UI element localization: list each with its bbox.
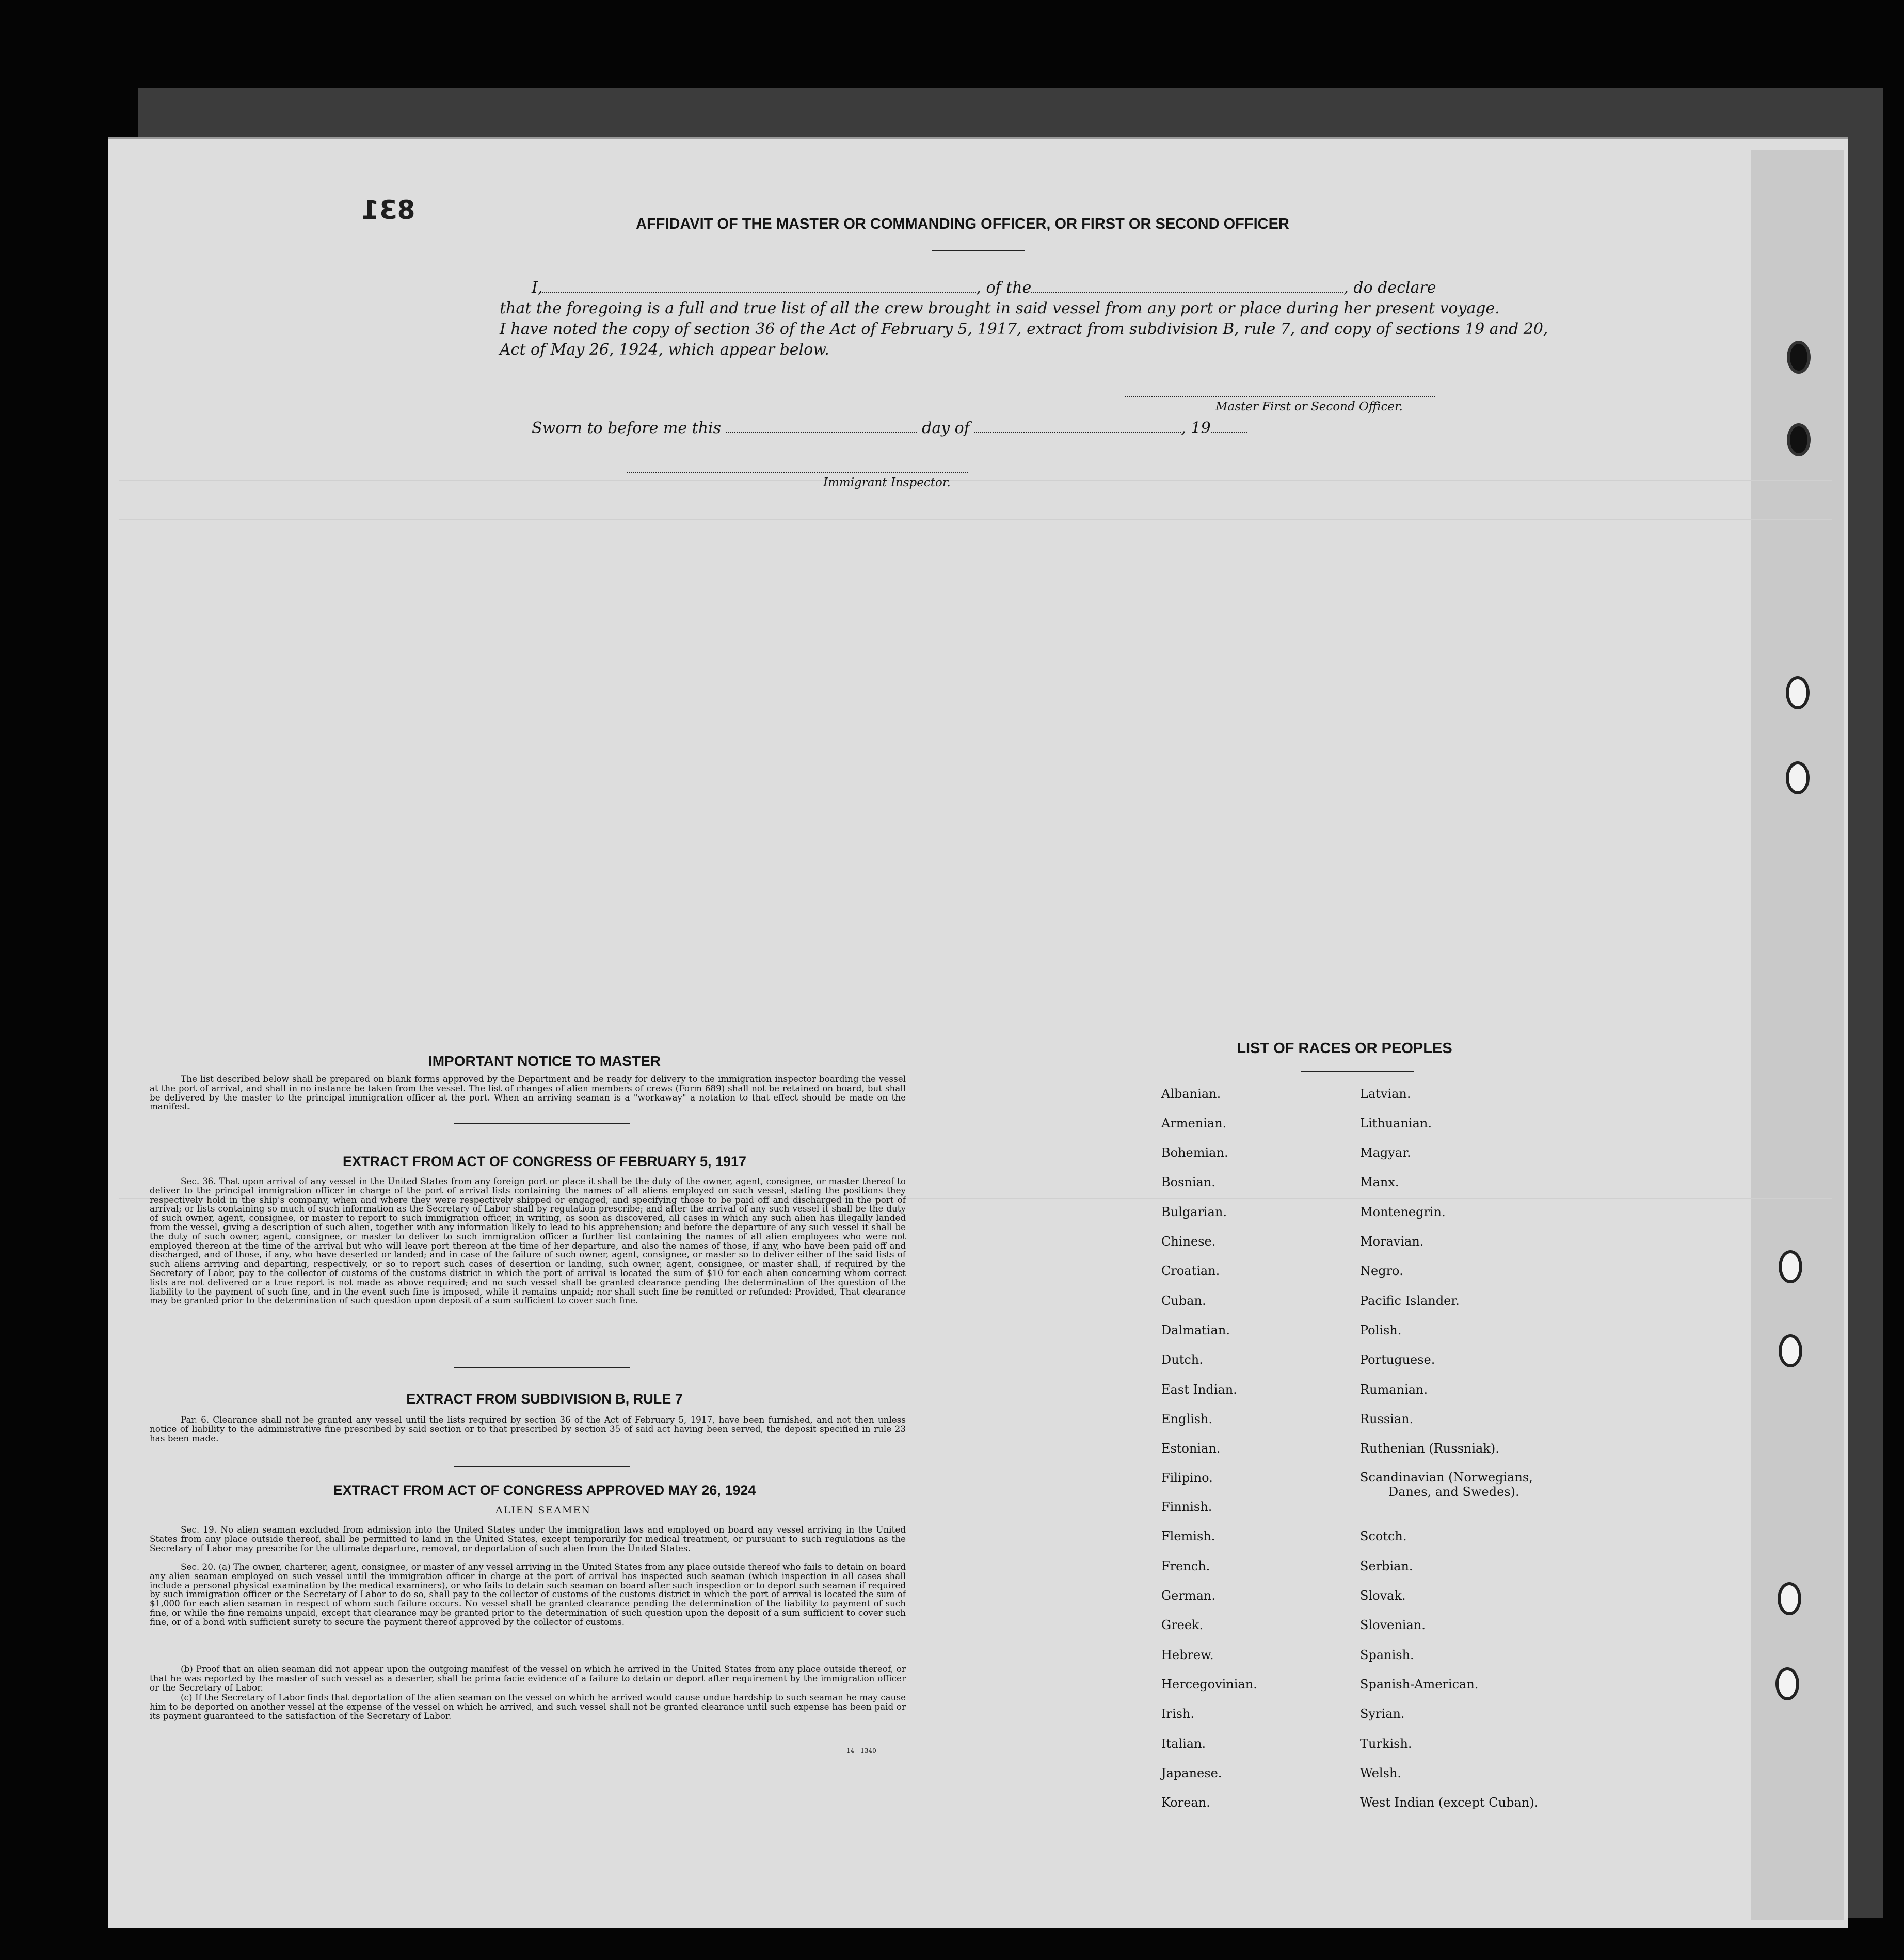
name-blank xyxy=(542,280,976,293)
race-item: Albanian. xyxy=(1161,1087,1221,1101)
race-item: English. xyxy=(1161,1412,1213,1426)
race-item: Negro. xyxy=(1360,1264,1403,1278)
punch-hole xyxy=(1779,1334,1802,1367)
race-item: Dalmatian. xyxy=(1161,1323,1230,1337)
race-item: Bulgarian. xyxy=(1161,1205,1227,1219)
day-of-text: day of xyxy=(922,419,970,437)
race-item: Bosnian. xyxy=(1161,1175,1215,1189)
affidavit-line-3: I have noted the copy of section 36 of the Act of February 5, 1917, extract from subdivision B, rule 7, and copy of sections 19 and 20, xyxy=(500,320,1548,338)
punch-hole xyxy=(1778,1582,1801,1615)
year-text: , 19 xyxy=(1181,419,1211,437)
race-item: Pacific Islander. xyxy=(1360,1294,1460,1308)
inspector-signature-label: Immigrant Inspector. xyxy=(823,476,951,489)
race-item: Scandinavian (Norwegians, xyxy=(1360,1470,1533,1485)
punch-hole xyxy=(1786,676,1810,709)
punch-hole xyxy=(1787,423,1811,456)
notice-title: IMPORTANT NOTICE TO MASTER xyxy=(428,1053,661,1069)
race-item: Manx. xyxy=(1360,1175,1399,1189)
race-item: Flemish. xyxy=(1161,1529,1215,1543)
master-signature-label: Master First or Second Officer. xyxy=(1215,400,1403,413)
race-item: Danes, and Swedes). xyxy=(1388,1485,1519,1499)
race-item: Slovenian. xyxy=(1360,1618,1426,1632)
sworn-line xyxy=(532,419,1247,437)
affidavit-title: AFFIDAVIT OF THE MASTER OR COMMANDING OFFICER, OR FIRST OR SECOND OFFICER xyxy=(636,216,1289,232)
race-item: Japanese. xyxy=(1161,1766,1222,1780)
race-item: Irish. xyxy=(1161,1707,1195,1721)
affidavit-of-the: , of the xyxy=(976,279,1032,297)
race-item: Greek. xyxy=(1161,1618,1204,1632)
race-item: Latvian. xyxy=(1360,1087,1411,1101)
race-item: Korean. xyxy=(1161,1795,1210,1810)
vessel-blank xyxy=(1031,280,1343,293)
races-title-rule xyxy=(1301,1071,1414,1072)
race-item: Montenegrin. xyxy=(1360,1205,1446,1219)
sworn-text: Sworn to before me this xyxy=(532,419,722,437)
race-item: Chinese. xyxy=(1161,1234,1216,1249)
stamp-number: 831 xyxy=(361,195,415,225)
sec20a-text: Sec. 20. (a) The owner, charterer, agent, consignee, or master of any vessel arriving in the United States from any place outside thereof who fails to detain on board any alien seaman employed on such vessel until the immigration officer in charge at the port of arrival has inspected such seaman (which inspection in all cases shall include a personal physical examination by the medical examiners), or who fails to detain such seaman on board after such inspection or to deport such seaman if required by such immigration officer or the Secretary of Labor to do so, shall pay to the collector of customs of the customs district in which the port of arrival is located the sum of $1,000 for each alien seaman in respect of whom such failure occurs. No vessel shall be granted clearance pending the determination of the liability to payment of such fine, or while the fine remains unpaid, except that clearance may be granted prior to the determination of such question upon the deposit of a sum sufficient to cover such fine, or of a bond with sufficient surety to secure the payment thereof approved by the collector of customs. xyxy=(150,1561,906,1627)
section-rule xyxy=(454,1466,630,1467)
race-item: Scotch. xyxy=(1360,1529,1407,1543)
year-blank xyxy=(1211,421,1247,433)
race-item: Moravian. xyxy=(1360,1234,1424,1249)
extract-rule7-text: Par. 6. Clearance shall not be granted any vessel until the lists required by section 36 of the Act of February 5, 1917, have been furnished, and not then unless notice of liability to the administrative fine prescribed by said section or to that prescribed by section 35 of said act having been served, the deposit specified in rule 23 has been made. xyxy=(150,1414,906,1443)
extract-1924-title: EXTRACT FROM ACT OF CONGRESS APPROVED MAY 26, 1924 xyxy=(333,1483,756,1498)
race-item: Ruthenian (Russniak). xyxy=(1360,1441,1499,1456)
race-item: Serbian. xyxy=(1360,1559,1413,1573)
extract-1917-title: EXTRACT FROM ACT OF CONGRESS OF FEBRUARY 5, 1917 xyxy=(342,1154,747,1169)
master-signature-line xyxy=(1125,396,1435,397)
race-item: Magyar. xyxy=(1360,1145,1411,1160)
race-item: Welsh. xyxy=(1360,1766,1401,1780)
form-number: 14—1340 xyxy=(846,1747,876,1755)
race-item: Armenian. xyxy=(1161,1116,1227,1130)
race-item: Italian. xyxy=(1161,1736,1206,1751)
race-item: French. xyxy=(1161,1559,1210,1573)
race-item: Spanish-American. xyxy=(1360,1677,1479,1692)
affidavit-line-1 xyxy=(532,279,1436,297)
section-rule xyxy=(454,1123,630,1124)
alien-seamen-subtitle: ALIEN SEAMEN xyxy=(495,1505,591,1516)
race-item: Hercegovinian. xyxy=(1161,1677,1257,1692)
bleed-through-rule xyxy=(119,519,1832,520)
race-item: Croatian. xyxy=(1161,1264,1220,1278)
bleed-through-rule xyxy=(119,480,1832,481)
race-item: West Indian (except Cuban). xyxy=(1360,1795,1539,1810)
race-item: Rumanian. xyxy=(1360,1382,1428,1397)
race-item: East Indian. xyxy=(1161,1382,1237,1397)
race-item: German. xyxy=(1161,1588,1215,1603)
punch-hole xyxy=(1779,1250,1802,1283)
race-item: Lithuanian. xyxy=(1360,1116,1432,1130)
paper-edge-strip xyxy=(1751,150,1844,1920)
affidavit-i: I, xyxy=(532,279,543,297)
affidavit-do-declare: , do declare xyxy=(1343,279,1436,297)
race-item: Polish. xyxy=(1360,1323,1402,1337)
extract-1917-text: Sec. 36. That upon arrival of any vessel in the United States from any foreign port or place it shall be the duty of the owner, agent, consignee, or master thereof to deliver to the principal immigration officer in charge of the port of arrival lists containing the names of all aliens employed on such vessel, stating the positions they respectively hold in the ship's company, when and where they were respectively shipped or engaged, and specifying those to be paid off and discharged in the port of arrival; or lists containing so much of such information as the Secretary of Labor shall by regulation prescribe; and after the arrival of any such vessel it shall be the duty of such owner, agent, consignee, or master to report to such immigration officer, in writing, as soon as discovered, all cases in which any such alien has illegally landed from the vessel, giving a description of such alien, together with any information likely to lead to his apprehension; and before the departure of any such vessel it shall be the duty of such owner, agent, consignee, or master to deliver to such immigration officer a further list containing the names of all alien employees who were not employed thereon at the time of the arrival but who will leave port thereon at the time of her departure, and also the names of those, if any, who have been paid off and discharged, and of those, if any, who have deserted or landed; and in case of the failure of such owner, agent, consignee, or master so to deliver either of the said lists of such aliens arriving and departing, respectively, or so to report such cases of desertion or landing, such owner, agent, consignee, or master shall, if required by the Secretary of Labor, pay to the collector of customs of the customs district in which the port of arrival is located the sum of $10 for each alien concerning whom correct lists are not delivered or a true report is not made as above required; and no such vessel shall be granted clearance pending the determination of the question of the liability to the payment of such fine, and in the event such fine is imposed, while it remains unpaid; nor shall such fine be remitted or refunded: Provided, That clearance may be granted prior to the determination of such question upon deposit of a sum sufficient to cover such fine. xyxy=(150,1176,906,1306)
race-item: Filipino. xyxy=(1161,1471,1213,1485)
sec20b-text: (b) Proof that an alien seaman did not appear upon the outgoing manifest of the vessel on which he arrived in the United States from any place outside thereof, or that he was reported by the master of such vessel as a deserter, shall be prima facie evidence of a failure to detain or deport after requirement by the immigration officer or the Secretary of Labor. xyxy=(150,1664,906,1693)
sec20c-text: (c) If the Secretary of Labor finds that deportation of the alien seaman on the vessel on which he arrived would cause undue hardship to such seaman he may cause him to be deported on another vessel at the expense of the vessel on which he arrived, and such vessel shall not be granted clearance until such expense has been paid or its payment guaranteed to the satisfaction of the Secretary of Labor. xyxy=(150,1692,906,1721)
races-title: LIST OF RACES OR PEOPLES xyxy=(1237,1040,1452,1057)
race-item: Turkish. xyxy=(1360,1736,1412,1751)
sec19-text: Sec. 19. No alien seaman excluded from admission into the United States under the immigration laws and employed on board any vessel arriving in the United States from any place outside thereof, shall be permitted to land in the United States, except temporarily for medical treatment, or pursuant to such regulations as the Secretary of Labor may prescribe for the ultimate departure, removal, or deportation of such alien from the United States. xyxy=(150,1524,906,1553)
inspector-signature-line xyxy=(627,472,968,473)
race-item: Finnish. xyxy=(1161,1500,1212,1514)
document-page xyxy=(108,137,1848,1928)
sworn-day-blank xyxy=(726,421,917,433)
race-item: Russian. xyxy=(1360,1412,1414,1426)
race-item: Portuguese. xyxy=(1360,1352,1435,1367)
race-item: Slovak. xyxy=(1360,1588,1406,1603)
race-item: Spanish. xyxy=(1360,1648,1414,1662)
title-rule xyxy=(932,250,1025,251)
month-blank xyxy=(974,421,1181,433)
extract-rule7-title: EXTRACT FROM SUBDIVISION B, RULE 7 xyxy=(406,1391,683,1407)
affidavit-line-4: Act of May 26, 1924, which appear below. xyxy=(500,341,829,359)
race-item: Hebrew. xyxy=(1161,1648,1214,1662)
affidavit-line-2: that the foregoing is a full and true list of all the crew brought in said vessel from any port or place during her present voyage. xyxy=(500,299,1500,317)
race-item: Syrian. xyxy=(1360,1707,1405,1721)
punch-hole xyxy=(1786,761,1810,794)
race-item: Bohemian. xyxy=(1161,1145,1228,1160)
punch-hole xyxy=(1787,341,1811,374)
punch-hole xyxy=(1775,1667,1799,1700)
race-item: Cuban. xyxy=(1161,1294,1206,1308)
race-item: Estonian. xyxy=(1161,1441,1221,1456)
section-rule xyxy=(454,1367,630,1368)
race-item: Dutch. xyxy=(1161,1352,1203,1367)
notice-text: The list described below shall be prepared on blank forms approved by the Department and be ready for delivery to the immigration inspector boarding the vessel at the port of arrival, and shall in no instance be taken from the vessel. The list of changes of alien members of crews (Form 689) shall not be retained on board, but shall be delivered by the master to the principal immigration officer at the port. When an arriving seaman is a "workaway" a notation to that effect should be made on the manifest. xyxy=(150,1074,906,1112)
